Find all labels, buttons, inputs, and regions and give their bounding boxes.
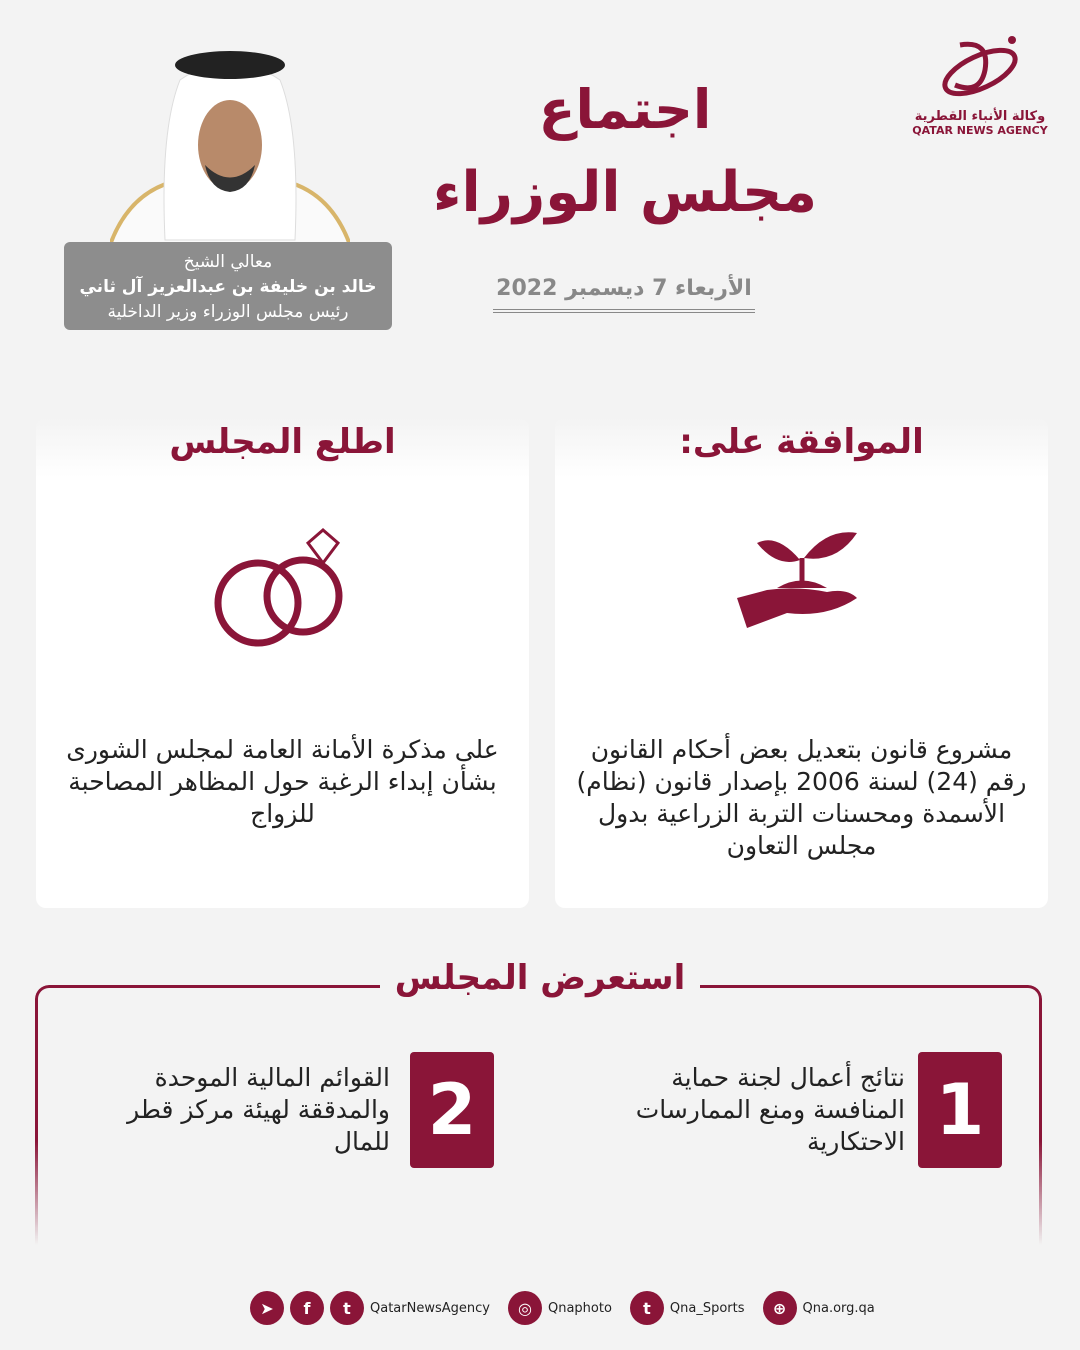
meeting-date: الأربعاء 7 ديسمبر 2022 bbox=[493, 276, 755, 313]
approval-heading: الموافقة على: bbox=[679, 422, 924, 462]
footer-social bbox=[250, 1291, 875, 1325]
sports-link[interactable]: Qna_Sports bbox=[669, 1300, 745, 1316]
twitter-icon[interactable]: t bbox=[330, 1291, 364, 1325]
main-handle-link[interactable]: QatarNewsAgency bbox=[370, 1300, 490, 1316]
twitter-sports-icon[interactable]: t bbox=[630, 1291, 664, 1325]
reviewed-card bbox=[36, 418, 529, 908]
website-link[interactable]: Qna.org.qa bbox=[802, 1300, 875, 1316]
approval-card bbox=[555, 418, 1048, 908]
approval-text: مشروع قانون بتعديل بعض أحكام القانون رقم (24) لسنة 2006 بإصدار قانون (نظام) الأسمدة ومحسنات التربة الزراعية بدول مجلس التعاون bbox=[576, 735, 1027, 860]
instagram-icon[interactable]: ◎ bbox=[508, 1291, 542, 1325]
facebook-icon[interactable]: f bbox=[290, 1291, 324, 1325]
qna-emblem-icon bbox=[930, 30, 1030, 105]
reviewed-text: على مذكرة الأمانة العامة لمجلس الشورى بشأن إبداء الرغبة حول المظاهر المصاحبة للزواج bbox=[66, 735, 499, 828]
person-honorific: معالي الشيخ bbox=[183, 252, 273, 272]
wedding-rings-icon bbox=[213, 528, 353, 653]
qna-logo bbox=[905, 30, 1055, 137]
review-item-1: نتائج أعمال لجنة حماية المنافسة ومنع الممارسات الاحتكارية bbox=[635, 1063, 905, 1156]
reviewed-heading: اطلع المجلس bbox=[169, 422, 396, 462]
person-position: رئيس مجلس الوزراء وزير الداخلية bbox=[107, 302, 349, 322]
plant-in-hand-icon bbox=[737, 528, 867, 638]
review-item-2: القوائم المالية الموحدة والمدققة لهيئة مركز قطر للمال bbox=[127, 1063, 390, 1156]
globe-icon[interactable]: ⊕ bbox=[763, 1291, 797, 1325]
logo-arabic: وكالة الأنباء القطرية bbox=[914, 109, 1046, 124]
person-photo bbox=[110, 40, 350, 245]
person-caption bbox=[64, 242, 392, 330]
title-line1: اجتماع bbox=[538, 78, 712, 141]
telegram-icon[interactable]: ➤ bbox=[250, 1291, 284, 1325]
logo-english: QATAR NEWS AGENCY bbox=[912, 124, 1048, 137]
item-number-1: 1 bbox=[918, 1052, 1002, 1168]
review-title: استعرض المجلس bbox=[380, 958, 700, 998]
item-number-2: 2 bbox=[410, 1052, 494, 1168]
title-line2: مجلس الوزراء bbox=[432, 160, 818, 225]
person-name: خالد بن خليفة بن عبدالعزيز آل ثاني bbox=[79, 277, 377, 297]
instagram-link[interactable]: Qnaphoto bbox=[547, 1300, 612, 1316]
